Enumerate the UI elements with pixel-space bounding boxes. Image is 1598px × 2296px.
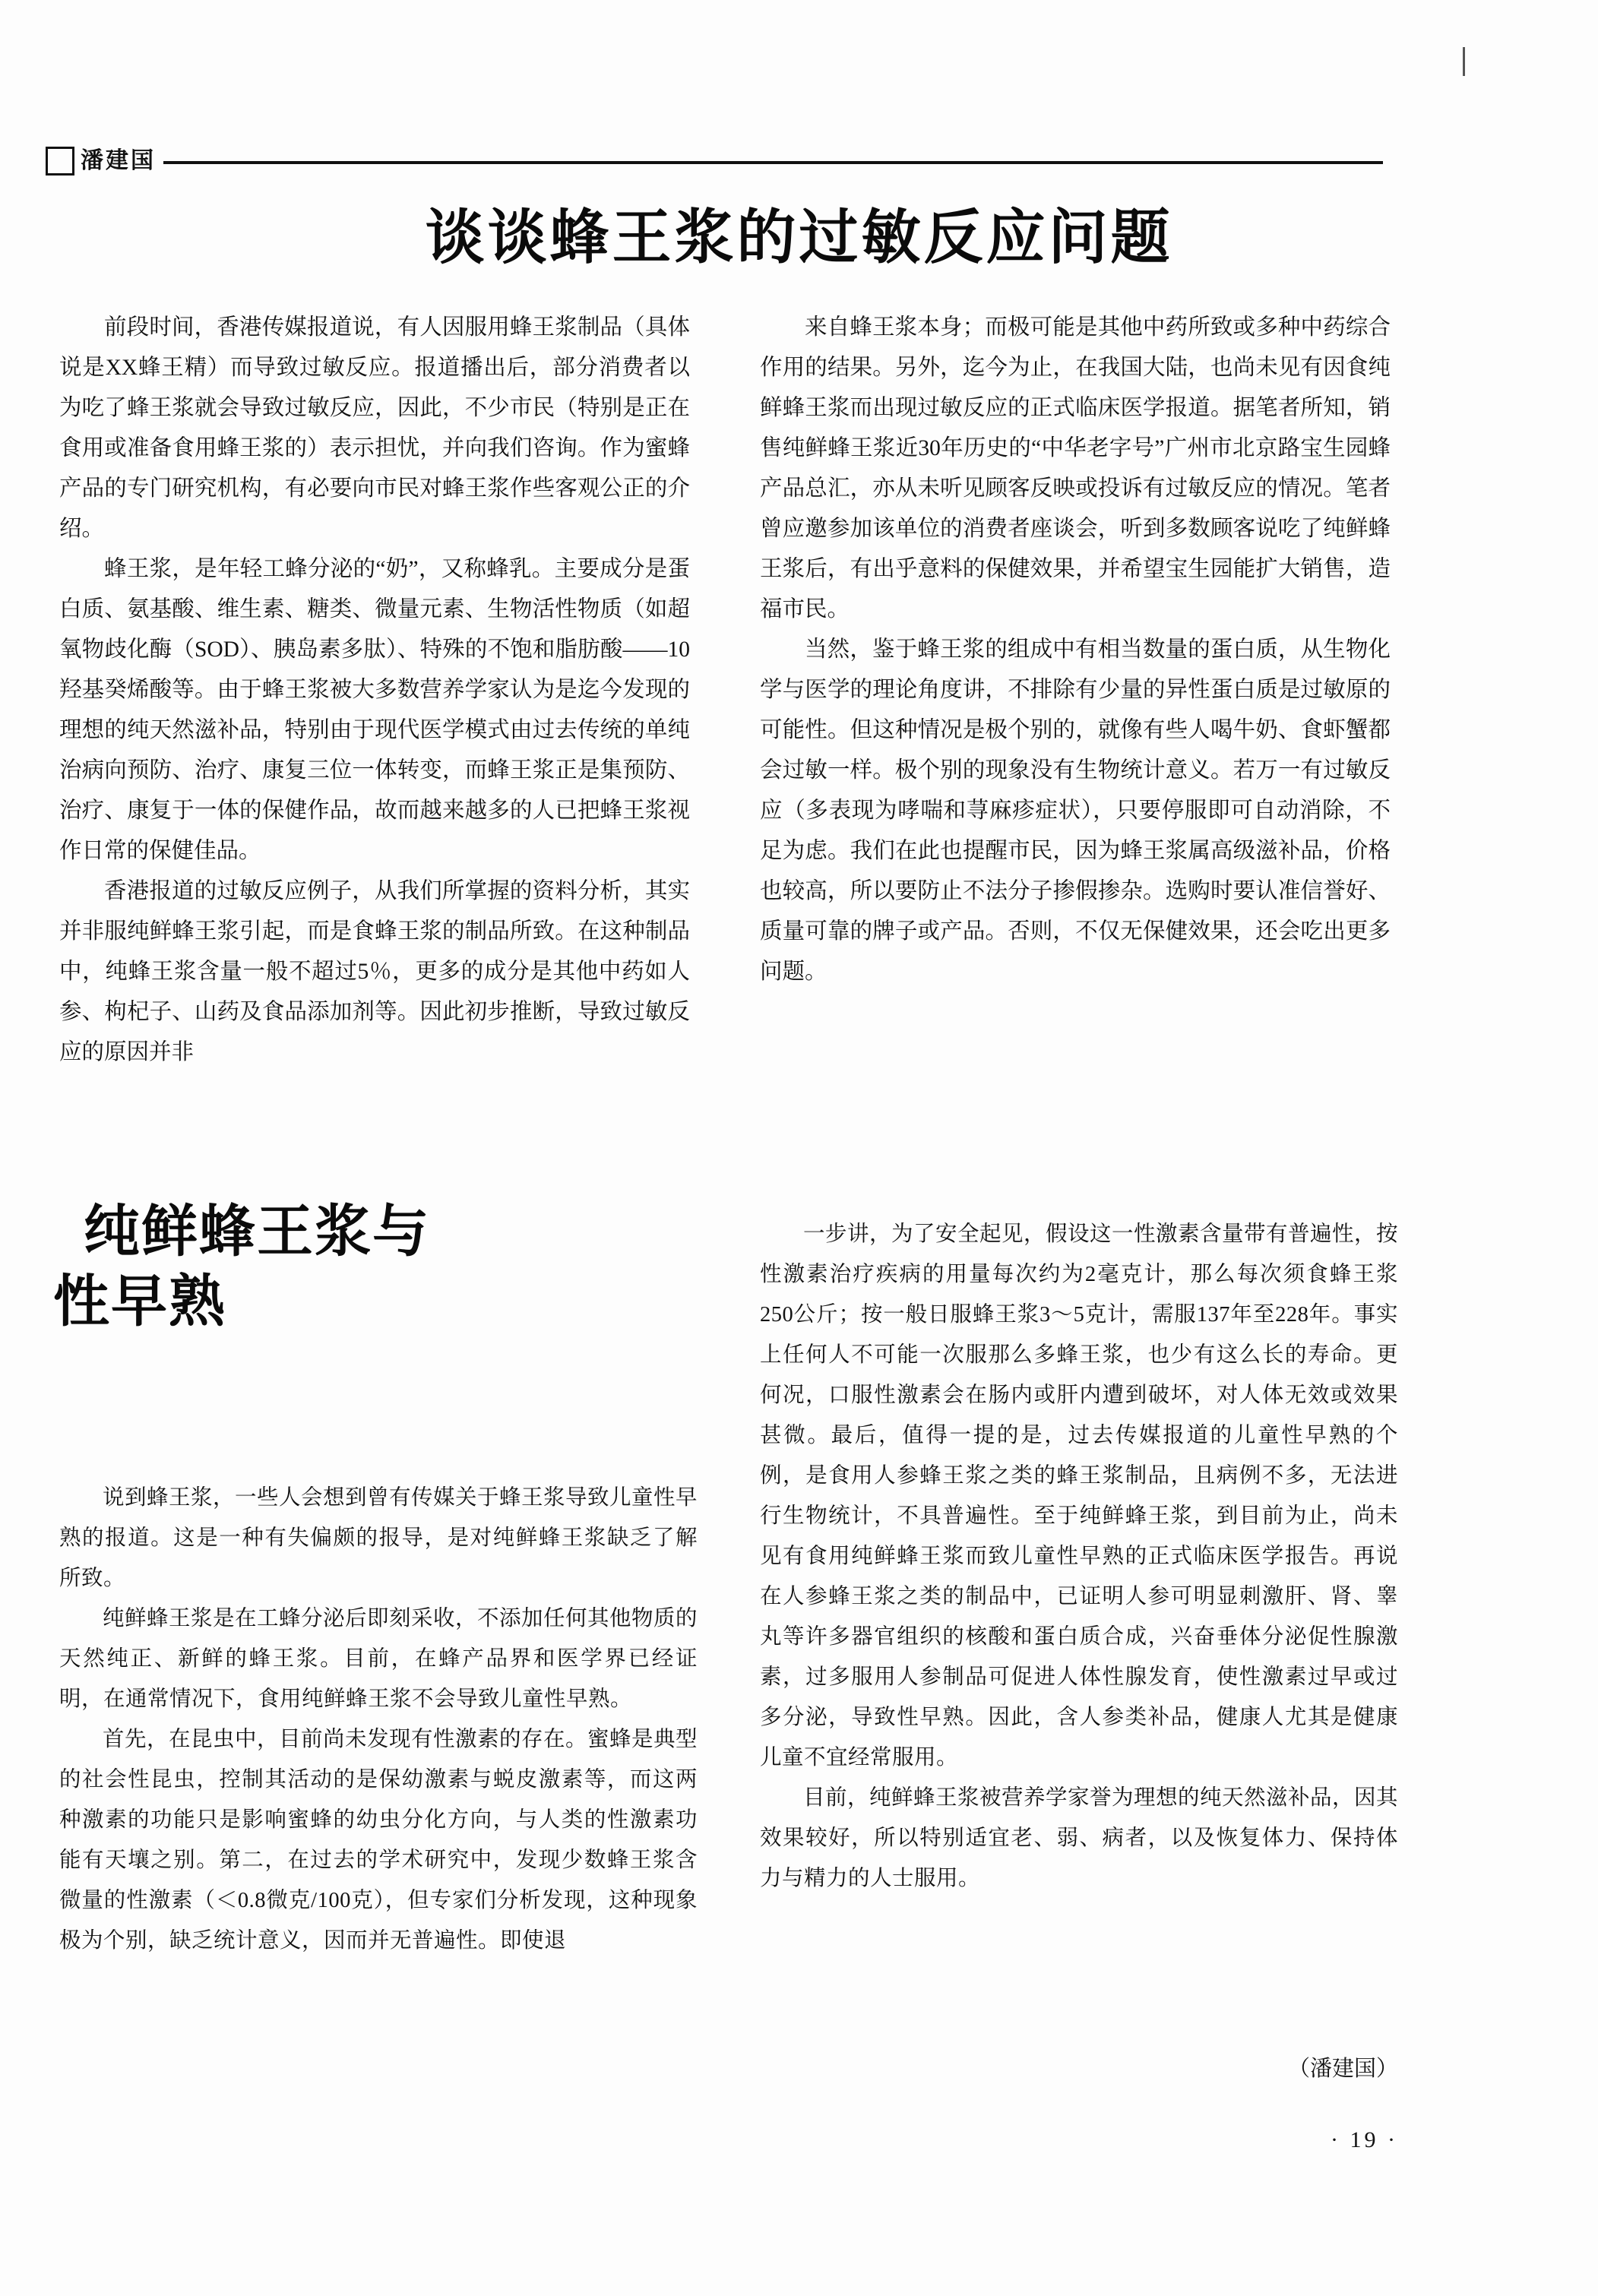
paragraph: 当然，鉴于蜂王浆的组成中有相当数量的蛋白质，从生物化学与医学的理论角度讲，不排除有少量的异性蛋白质是过敏原的可能性。但这种情况是极个别的，就像有些人喝牛奶、食虾蟹都会过敏一样。极个别的现象没有生物统计意义。若万一有过敏反应（多表现为哮喘和荨麻疹症状），只要停服即可自动消除，不足为虑。我们在此也提醒市民，因为蜂王浆属高级滋补品，价格也较高，所以要防止不法分子掺假掺杂。选购时要认准信誉好、质量可靠的牌子或产品。否则，不仅无保健效果，还会吃出更多问题。 bbox=[760, 637, 1391, 984]
byline bbox=[46, 144, 1383, 178]
article2-left-column bbox=[59, 1478, 698, 1961]
paragraph: 前段时间，香港传媒报道说，有人因服用蜂王浆制品（具体说是XX蜂王精）而导致过敏反应。报道播出后，部分消费者以为吃了蜂王浆就会导致过敏反应，因此，不少市民（特别是正在食用或准备食用蜂王浆的）表示担忧，并向我们咨询。作为蜜蜂产品的专门研究机构，有必要向市民对蜂王浆作些客观公正的介绍。 bbox=[59, 315, 690, 541]
page-title: 谈谈蜂王浆的过敏反应问题 bbox=[425, 204, 1173, 272]
paragraph: 来自蜂王浆本身；而极可能是其他中药所致或多种中药综合作用的结果。另外，迄今为止，在我国大陆，也尚未见有因食纯鲜蜂王浆而出现过敏反应的正式临床医学报道。据笔者所知，销售纯鲜蜂王浆近30年历史的“中华老字号”广州市北京路宝生园蜂产品总汇，亦从未听见顾客反映或投诉有过敏反应的情况。笔者曾应邀参加该单位的消费者座谈会，听到多数顾客说吃了纯鲜蜂王浆后，有出乎意料的保健效果，并希望宝生园能扩大销售，造福市民。 bbox=[760, 315, 1391, 621]
article1-left-column bbox=[59, 308, 690, 1073]
paragraph: 香港报道的过敏反应例子，从我们所掌握的资料分析，其实并非服纯鲜蜂王浆引起，而是食蜂王浆的制品所致。在这种制品中，纯蜂王浆含量一般不超过5％，更多的成分是其他中药如人参、枸杞子、山药及食品添加剂等。因此初步推断，导致过敏反应的原因并非 bbox=[59, 879, 690, 1064]
page-number: · 19 · bbox=[1331, 2127, 1398, 2152]
article2-title-line2: 性早熟 bbox=[53, 1269, 226, 1334]
paragraph: 蜂王浆，是年轻工蜂分泌的“奶”，又称蜂乳。主要成分是蛋白质、氨基酸、维生素、糖类、微量元素、生物活性物质（如超氧物歧化酶（SOD）、胰岛素多肽）、特殊的不饱和脂肪酸——10羟基癸烯酸等。由于蜂王浆被大多数营养学家认为是迄今发现的理想的纯天然滋补品，特别由于现代医学模式由过去传统的单纯治病向预防、治疗、康复三位一体转变，而蜂王浆正是集预防、治疗、康复于一体的保健作品，故而越来越多的人已把蜂王浆视作日常的保健佳品。 bbox=[59, 557, 690, 863]
article2-title bbox=[53, 1197, 691, 1336]
paragraph: 纯鲜蜂王浆是在工蜂分泌后即刻采收，不添加任何其他物质的天然纯正、新鲜的蜂王浆。目前，在蜂产品界和医学界已经证明，在通常情况下，食用纯鲜蜂王浆不会导致儿童性早熟。 bbox=[59, 1607, 698, 1711]
article1-right-column bbox=[760, 308, 1391, 992]
author-tag: 潘建国 bbox=[81, 147, 156, 174]
article-signature: （潘建国） bbox=[1287, 2057, 1398, 2081]
paragraph: 目前，纯鲜蜂王浆被营养学家誉为理想的纯天然滋补品，因其效果较好，所以特别适宜老、弱、病者，以及恢复体力、保持体力与精力的人士服用。 bbox=[760, 1786, 1399, 1890]
paragraph: 首先，在昆虫中，目前尚未发现有性激素的存在。蜜蜂是典型的社会性昆虫，控制其活动的是保幼激素与蜕皮激素等，而这两种激素的功能只是影响蜜蜂的幼虫分化方向，与人类的性激素功能有天壤之别。第二，在过去的学术研究中，发现少数蜂王浆含微量的性激素（＜0.8微克/100克），但专家们分析发现，这种现象极为个别，缺乏统计意义，因而并无普遍性。即使退 bbox=[59, 1728, 698, 1953]
crop-mark bbox=[1463, 47, 1465, 76]
square-box-icon bbox=[46, 147, 74, 176]
horizontal-rule bbox=[163, 161, 1383, 164]
article2-title-line1: 纯鲜蜂王浆与 bbox=[84, 1199, 430, 1264]
paragraph: 一步讲，为了安全起见，假设这一性激素含量带有普遍性，按性激素治疗疾病的用量每次约为2毫克计，那么每次须食蜂王浆250公斤；按一般日服蜂王浆3～5克计，需服137年至228年。事实上任何人不可能一次服那么多蜂王浆，也少有这么长的寿命。更何况，口服性激素会在肠内或肝内遭到破坏，对人体无效或效果甚微。最后，值得一提的是，过去传媒报道的儿童性早熟的个例，是食用人参蜂王浆之类的蜂王浆制品，且病例不多，无法进行生物统计，不具普遍性。至于纯鲜蜂王浆，到目前为止，尚未见有食用纯鲜蜂王浆而致儿童性早熟的正式临床医学报告。再说在人参蜂王浆之类的制品中，已证明人参可明显刺激肝、肾、睾丸等许多器官组织的核酸和蛋白质合成，兴奋垂体分泌促性腺激素，过多服用人参制品可促进人体性腺发育，使性激素过早或过多分泌，导致性早熟。因此，含人参类补品，健康人尤其是健康儿童不宜经常服用。 bbox=[760, 1222, 1399, 1769]
paragraph: 说到蜂王浆，一些人会想到曾有传媒关于蜂王浆导致儿童性早熟的报道。这是一种有失偏颇的报导，是对纯鲜蜂王浆缺乏了解所致。 bbox=[59, 1486, 698, 1590]
article2-right-column bbox=[760, 1214, 1398, 1899]
